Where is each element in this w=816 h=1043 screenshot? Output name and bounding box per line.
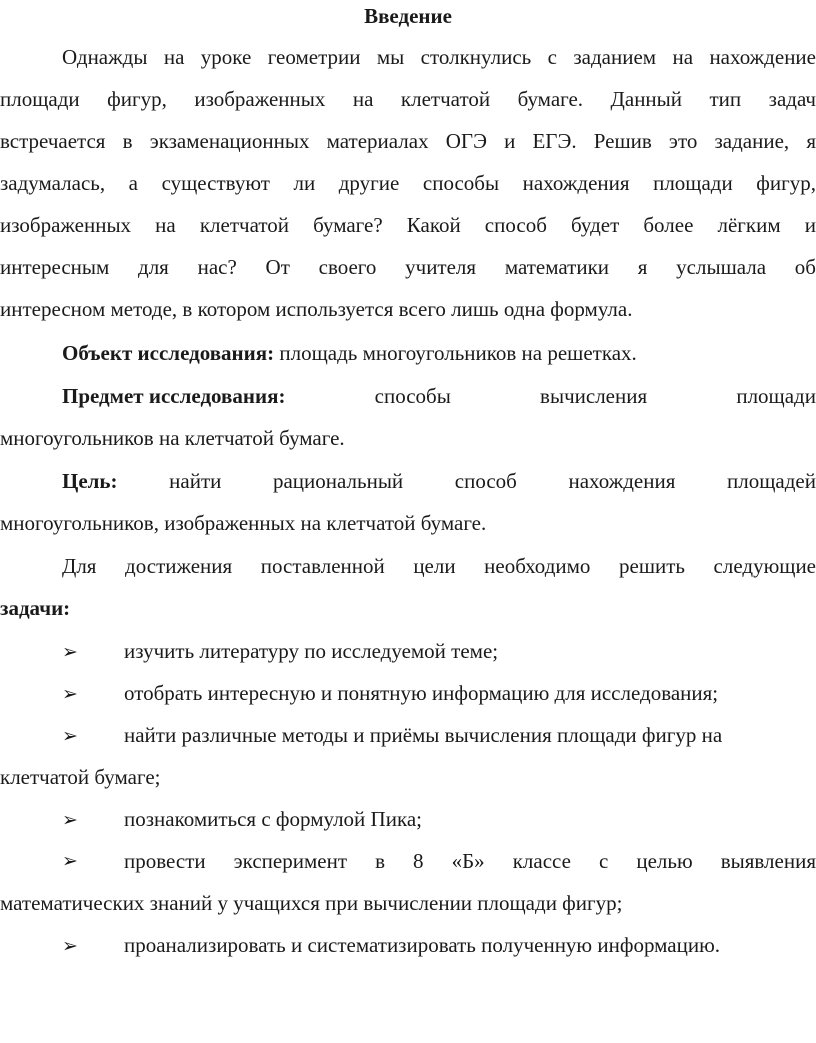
subject-word-3: площади (736, 384, 816, 408)
task-text-3-line-1: найти различные методы и приёмы вычисления площади фигур на (124, 723, 723, 747)
subject-word-1: способы (374, 384, 451, 408)
task-text-2: отобрать интересную и понятную информацию для исследования; (124, 681, 719, 705)
arrow-bullet-icon: ➢ (62, 641, 78, 663)
goal-word-5: площадей (726, 469, 816, 493)
goal-word-2: рациональный (272, 469, 404, 493)
subject-label: Предмет исследования: (62, 384, 286, 408)
task-item-3 (62, 721, 816, 750)
goal-line-2: многоугольников, изображенных на клетчатой бумаге. (0, 511, 487, 535)
goal-word-4: нахождения (568, 469, 676, 493)
subject-word-2: вычисления (540, 384, 648, 408)
task-item-1 (62, 637, 816, 666)
intro-line-2: площади фигур, изображенных на клетчатой бумаге. Данный тип задач (0, 87, 816, 111)
task-text-5-line-1: провести эксперимент в 8 «Б» классе с целью выявления (124, 849, 816, 873)
tasks-label: задачи: (0, 596, 71, 620)
arrow-bullet-icon: ➢ (62, 935, 78, 957)
subject-line-1 (62, 382, 816, 410)
intro-line-5: изображенных на клетчатой бумаге? Какой способ будет более лёгким и (0, 213, 816, 237)
tasks-intro-line-1: Для достижения поставленной цели необходимо решить следующие (62, 554, 816, 578)
arrow-bullet-icon: ➢ (62, 850, 78, 872)
goal-word-3: способ (454, 469, 517, 493)
intro-line-7: интересном методе, в котором используется всего лишь одна формула. (0, 297, 633, 321)
goal-label: Цель: (62, 469, 118, 493)
task-text-1: изучить литературу по исследуемой теме; (124, 639, 499, 663)
intro-line-3: встречается в экзаменационных материалах ОГЭ и ЕГЭ. Решив это задание, я (0, 129, 816, 153)
page-title: Введение (364, 4, 452, 28)
subject-line-2: многоугольников на клетчатой бумаге. (0, 426, 345, 450)
arrow-bullet-icon: ➢ (62, 809, 78, 831)
object-text: площадь многоугольников на решетках. (274, 341, 637, 365)
object-paragraph (62, 339, 816, 367)
task-text-4: познакомиться с формулой Пика; (124, 807, 422, 831)
task-item-2 (62, 679, 816, 708)
goal-line-1 (62, 467, 816, 495)
task-item-6 (62, 931, 816, 960)
task-item-5 (62, 847, 816, 875)
task-text-6: проанализировать и систематизировать полученную информацию. (124, 933, 721, 957)
intro-line-4: задумалась, а существуют ли другие способы нахождения площади фигур, (0, 171, 816, 195)
intro-line-6: интересным для нас? От своего учителя математики я услышала об (0, 255, 816, 279)
object-label: Объект исследования: (62, 341, 275, 365)
task-text-5-line-2: математических знаний у учащихся при вычислении площади фигур; (0, 891, 623, 915)
arrow-bullet-icon: ➢ (62, 725, 78, 747)
goal-word-1: найти (169, 469, 222, 493)
intro-line-1: Однажды на уроке геометрии мы столкнулись с заданием на нахождение (62, 45, 816, 69)
task-item-4 (62, 805, 816, 834)
task-text-3-line-2: клетчатой бумаге; (0, 765, 161, 789)
arrow-bullet-icon: ➢ (62, 683, 78, 705)
